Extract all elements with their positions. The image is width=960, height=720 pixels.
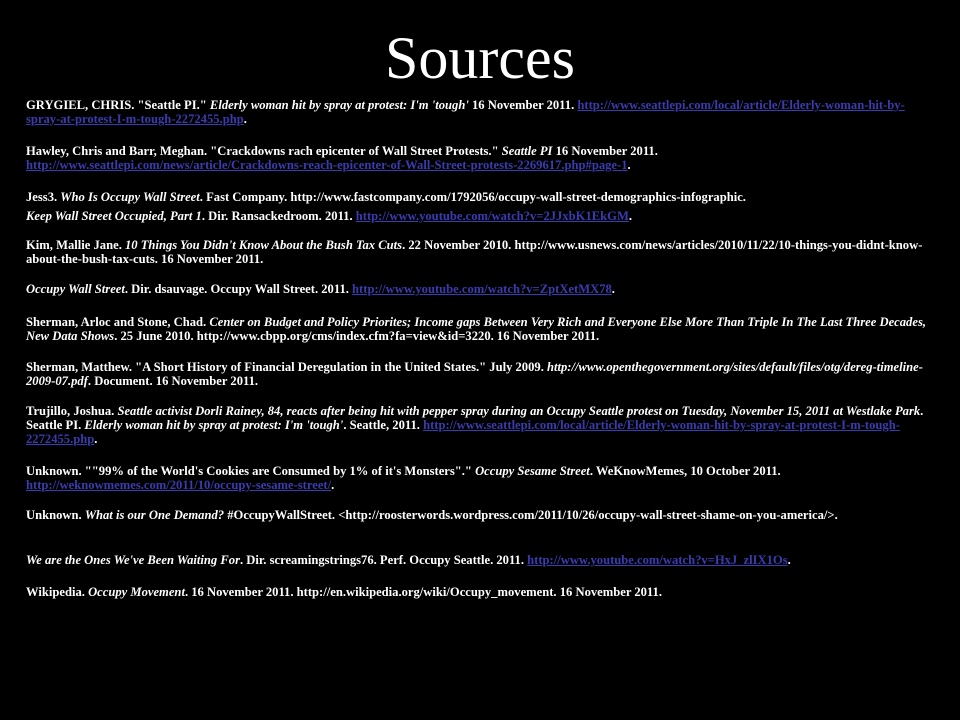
source-entry xyxy=(26,404,926,446)
source-entry xyxy=(26,585,662,599)
source-link[interactable]: http://www.seattlepi.com/news/article/Crackdowns-reach-epicenter-of-Wall-Street-protests-2269617.php#page-1 xyxy=(26,158,628,172)
source-text: Trujillo, Joshua. xyxy=(26,404,118,418)
source-text: Hawley, Chris and Barr, Meghan. "Crackdowns rach epicenter of Wall Street Protests." xyxy=(26,144,502,158)
source-text: . 25 June 2010. http://www.cbpp.org/cms/index.cfm?fa=view&id=3220. 16 November 2011. xyxy=(114,329,600,343)
source-entry xyxy=(26,144,926,172)
source-entry xyxy=(26,464,926,492)
source-text: . xyxy=(331,478,335,492)
source-text: Sherman, Matthew. "A Short History of Financial Deregulation in the United States." July 2009. xyxy=(26,360,547,374)
source-text: . Fast Company. http://www.fastcompany.com/1792056/occupy-wall-street-demographics-infographic. xyxy=(199,190,746,204)
source-link[interactable]: http://www.seattlepi.com/local/article/Elderly-woman-hit-by-spray-at-protest-I-m-tough-2272455.php xyxy=(26,98,905,126)
source-text: . xyxy=(243,112,247,126)
source-title: Center on Budget and Policy Priorites; Income gaps Between Very Rich and Everyone Else More Than Triple In The Last Three Decades, New Data Shows xyxy=(26,315,926,343)
source-text: . xyxy=(611,282,615,296)
source-text: Unknown. ""99% of the World's Cookies are Consumed by 1% of it's Monsters"." xyxy=(26,464,476,478)
source-title: Who Is Occupy Wall Street xyxy=(60,190,200,204)
source-text: . Dir. Ransackedroom. 2011. xyxy=(201,209,356,223)
source-title: Seattle PI xyxy=(501,144,553,158)
source-text: . 16 November 2011. http://en.wikipedia.org/wiki/Occupy_movement. 16 November 2011. xyxy=(184,585,662,599)
source-title: Elderly woman hit by spray at protest: I'm 'tough' xyxy=(209,98,469,112)
source-text: Kim, Mallie Jane. xyxy=(26,238,125,252)
source-entry xyxy=(26,282,615,296)
source-text: . Seattle PI. xyxy=(26,404,924,432)
source-text: . Dir. screamingstrings76. Perf. Occupy Seattle. 2011. xyxy=(239,553,528,567)
source-entry xyxy=(26,315,926,343)
source-title: Seattle activist Dorli Rainey, 84, reacts after being hit with pepper spray during an Occupy Seattle protest on Tuesday, November 15, 2011 at Westlake Park xyxy=(117,404,921,418)
source-text: . xyxy=(94,432,98,446)
source-title: Occupy Movement xyxy=(88,585,185,599)
source-text: . WeKnowMemes, 10 October 2011. xyxy=(589,464,781,478)
source-text: . Seattle, 2011. xyxy=(343,418,424,432)
source-title: 10 Things You Didn't Know About the Bush Tax Cuts xyxy=(125,238,403,252)
source-title: We are the Ones We've Been Waiting For xyxy=(26,553,240,567)
source-title: http://www.openthegovernment.org/sites/default/files/otg/dereg-timeline-2009-07.pdf xyxy=(26,360,923,388)
source-text: Jess3. xyxy=(26,190,61,204)
source-text: GRYGIEL, CHRIS. "Seattle PI." xyxy=(26,98,210,112)
source-text: Wikipedia. xyxy=(26,585,89,599)
source-link[interactable]: http://www.youtube.com/watch?v=2JJxbK1EkGM xyxy=(355,209,629,223)
source-text: 16 November 2011. xyxy=(468,98,578,112)
source-text: 16 November 2011. xyxy=(552,144,658,158)
source-title: Keep Wall Street Occupied, Part 1 xyxy=(26,209,202,223)
source-text: Unknown. xyxy=(26,508,85,522)
source-title: Occupy Wall Street xyxy=(26,282,125,296)
source-text: . xyxy=(628,209,632,223)
source-entry xyxy=(26,98,926,126)
source-text: Sherman, Arloc and Stone, Chad. xyxy=(26,315,210,329)
source-text: . Document. 16 November 2011. xyxy=(87,374,259,388)
source-text: . Dir. dsauvage. Occupy Wall Street. 2011. xyxy=(124,282,353,296)
source-link[interactable]: http://weknowmemes.com/2011/10/occupy-sesame-street/ xyxy=(26,478,332,492)
source-text: . xyxy=(627,158,631,172)
source-title: Elderly woman hit by spray at protest: I'm 'tough' xyxy=(84,418,344,432)
source-link[interactable]: http://www.seattlepi.com/local/article/Elderly-woman-hit-by-spray-at-protest-I-m-tough-2272455.php xyxy=(26,418,900,446)
source-text: . xyxy=(787,553,791,567)
source-entry xyxy=(26,238,926,266)
source-entry xyxy=(26,209,632,223)
source-text: . 22 November 2010. http://www.usnews.com/news/articles/2010/11/22/10-things-you-didnt-know-about-the-bush-tax-cuts. 16 November 2011. xyxy=(26,238,923,266)
source-entry xyxy=(26,360,926,388)
source-title: What is our One Demand? xyxy=(84,508,225,522)
source-entry xyxy=(26,553,791,567)
source-link[interactable]: http://www.youtube.com/watch?v=ZptXetMX78 xyxy=(352,282,612,296)
source-link[interactable]: http://www.youtube.com/watch?v=HxJ_zlIX1Os xyxy=(527,553,788,567)
slide-title: Sources xyxy=(385,25,575,91)
source-entry xyxy=(26,508,838,522)
source-text: #OccupyWallStreet. <http://roosterwords.wordpress.com/2011/10/26/occupy-wall-street-shame-on-you-america/>. xyxy=(224,508,838,522)
source-entry xyxy=(26,190,746,204)
source-title: Occupy Sesame Street xyxy=(475,464,590,478)
